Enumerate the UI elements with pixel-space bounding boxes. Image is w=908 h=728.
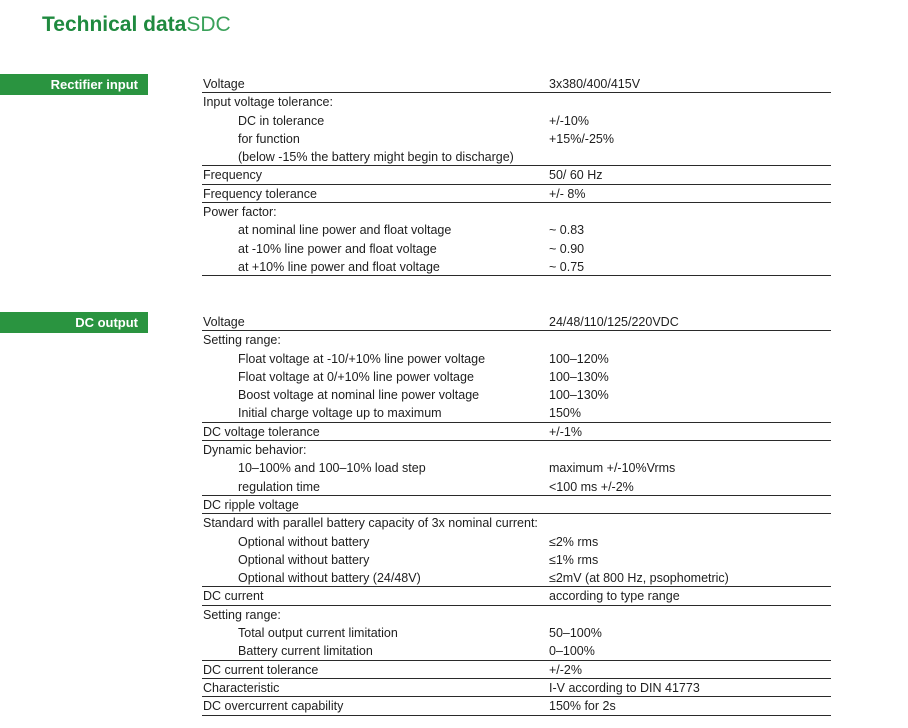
row-value: ≤2% rms (549, 534, 599, 549)
row-value: according to type range (549, 589, 680, 604)
table-row (202, 606, 831, 624)
row-label: Battery current limitation (238, 644, 373, 659)
table-row (202, 697, 831, 715)
row-label: DC current tolerance (203, 662, 319, 677)
row-value: +/-2% (549, 662, 583, 677)
row-label: Optional without battery (238, 552, 370, 567)
table-row (202, 514, 831, 532)
section-label-dc: DC output (0, 312, 148, 333)
row-value: 0–100% (549, 644, 595, 659)
row-label: at +10% line power and float voltage (238, 259, 440, 274)
row-label: 10–100% and 100–10% load step (238, 461, 426, 476)
table-row (202, 679, 831, 697)
dc-output-rows (202, 313, 831, 716)
row-label: DC current (203, 589, 264, 604)
table-row (202, 240, 831, 258)
row-label: Voltage (203, 315, 245, 329)
row-label: Frequency (203, 168, 263, 183)
row-label: (below -15% the battery might begin to discharge) (238, 150, 514, 165)
row-value: +/-10% (549, 113, 589, 128)
table-row (202, 587, 831, 605)
table-row (202, 185, 831, 203)
row-label: Input voltage tolerance: (203, 95, 333, 110)
table-row (202, 221, 831, 239)
table-row (202, 459, 831, 477)
table-row (202, 75, 831, 93)
row-value: ≤1% rms (549, 552, 599, 567)
table-row (202, 112, 831, 130)
row-label: Power factor: (203, 205, 277, 220)
row-label: DC overcurrent capability (203, 699, 344, 714)
row-label: Optional without battery (238, 534, 370, 549)
row-label: at nominal line power and float voltage (238, 223, 452, 238)
row-value: 3x380/400/415V (549, 77, 641, 91)
row-value: 100–130% (549, 388, 609, 403)
row-value: I-V according to DIN 41773 (549, 680, 700, 695)
row-label: regulation time (238, 479, 320, 494)
table-row (202, 93, 831, 111)
rectifier-rows (202, 75, 831, 276)
row-value: ≤2mV (at 800 Hz, psophometric) (549, 571, 729, 586)
row-label: Setting range: (203, 333, 281, 348)
row-value: 24/48/110/125/220VDC (549, 315, 679, 329)
section-label-rectifier: Rectifier input (0, 74, 148, 95)
row-value: +/- 8% (549, 186, 586, 201)
row-label: Dynamic behavior: (203, 443, 307, 458)
row-value: ~ 0.90 (549, 241, 585, 256)
row-label: Float voltage at 0/+10% line power voltage (238, 369, 474, 384)
row-label: Frequency tolerance (203, 186, 317, 201)
table-row (202, 368, 831, 386)
row-label: Optional without battery (24/48V) (238, 571, 421, 586)
row-label: Characteristic (203, 680, 280, 695)
table-row (202, 533, 831, 551)
table-row (202, 350, 831, 368)
table-row (202, 166, 831, 184)
row-value: ~ 0.75 (549, 259, 585, 274)
row-label: DC in tolerance (238, 113, 325, 128)
table-row (202, 313, 831, 331)
row-value: 150% for 2s (549, 699, 616, 714)
table-row (202, 551, 831, 569)
table-row (202, 331, 831, 349)
row-value: ~ 0.83 (549, 223, 585, 238)
table-row (202, 423, 831, 441)
table-row (202, 569, 831, 587)
row-label: Float voltage at -10/+10% line power voltage (238, 351, 486, 366)
table-row (202, 642, 831, 660)
table-row (202, 386, 831, 404)
row-value: 150% (549, 406, 581, 421)
row-label: Voltage (203, 77, 245, 91)
row-label: DC ripple voltage (203, 497, 299, 512)
row-label: Initial charge voltage up to maximum (238, 406, 442, 421)
row-value: 100–120% (549, 351, 609, 366)
table-row (202, 404, 831, 422)
table-row (202, 148, 831, 166)
table-row (202, 441, 831, 459)
row-label: DC voltage tolerance (203, 424, 320, 439)
table-row (202, 624, 831, 642)
table-row (202, 258, 831, 276)
table-row (202, 496, 831, 514)
page-title (42, 12, 231, 38)
title-sub: SDC (186, 13, 231, 36)
row-value: +/-1% (549, 424, 583, 439)
row-label: at -10% line power and float voltage (238, 241, 437, 256)
row-value: maximum +/-10%Vrms (549, 461, 676, 476)
row-value: +15%/-25% (549, 131, 614, 146)
row-value: 100–130% (549, 369, 609, 384)
row-label: Total output current limitation (238, 626, 398, 641)
row-value: 50–100% (549, 626, 602, 641)
row-label: Setting range: (203, 607, 281, 622)
table-row (202, 203, 831, 221)
table-row (202, 661, 831, 679)
table-row (202, 478, 831, 496)
table-row (202, 130, 831, 148)
row-value: 50/ 60 Hz (549, 168, 603, 183)
row-label: Standard with parallel battery capacity of 3x nominal current: (203, 516, 538, 531)
row-label: for function (238, 131, 300, 146)
row-value: <100 ms +/-2% (549, 479, 634, 494)
row-label: Boost voltage at nominal line power voltage (238, 388, 480, 403)
title-main: Technical data (42, 13, 187, 36)
